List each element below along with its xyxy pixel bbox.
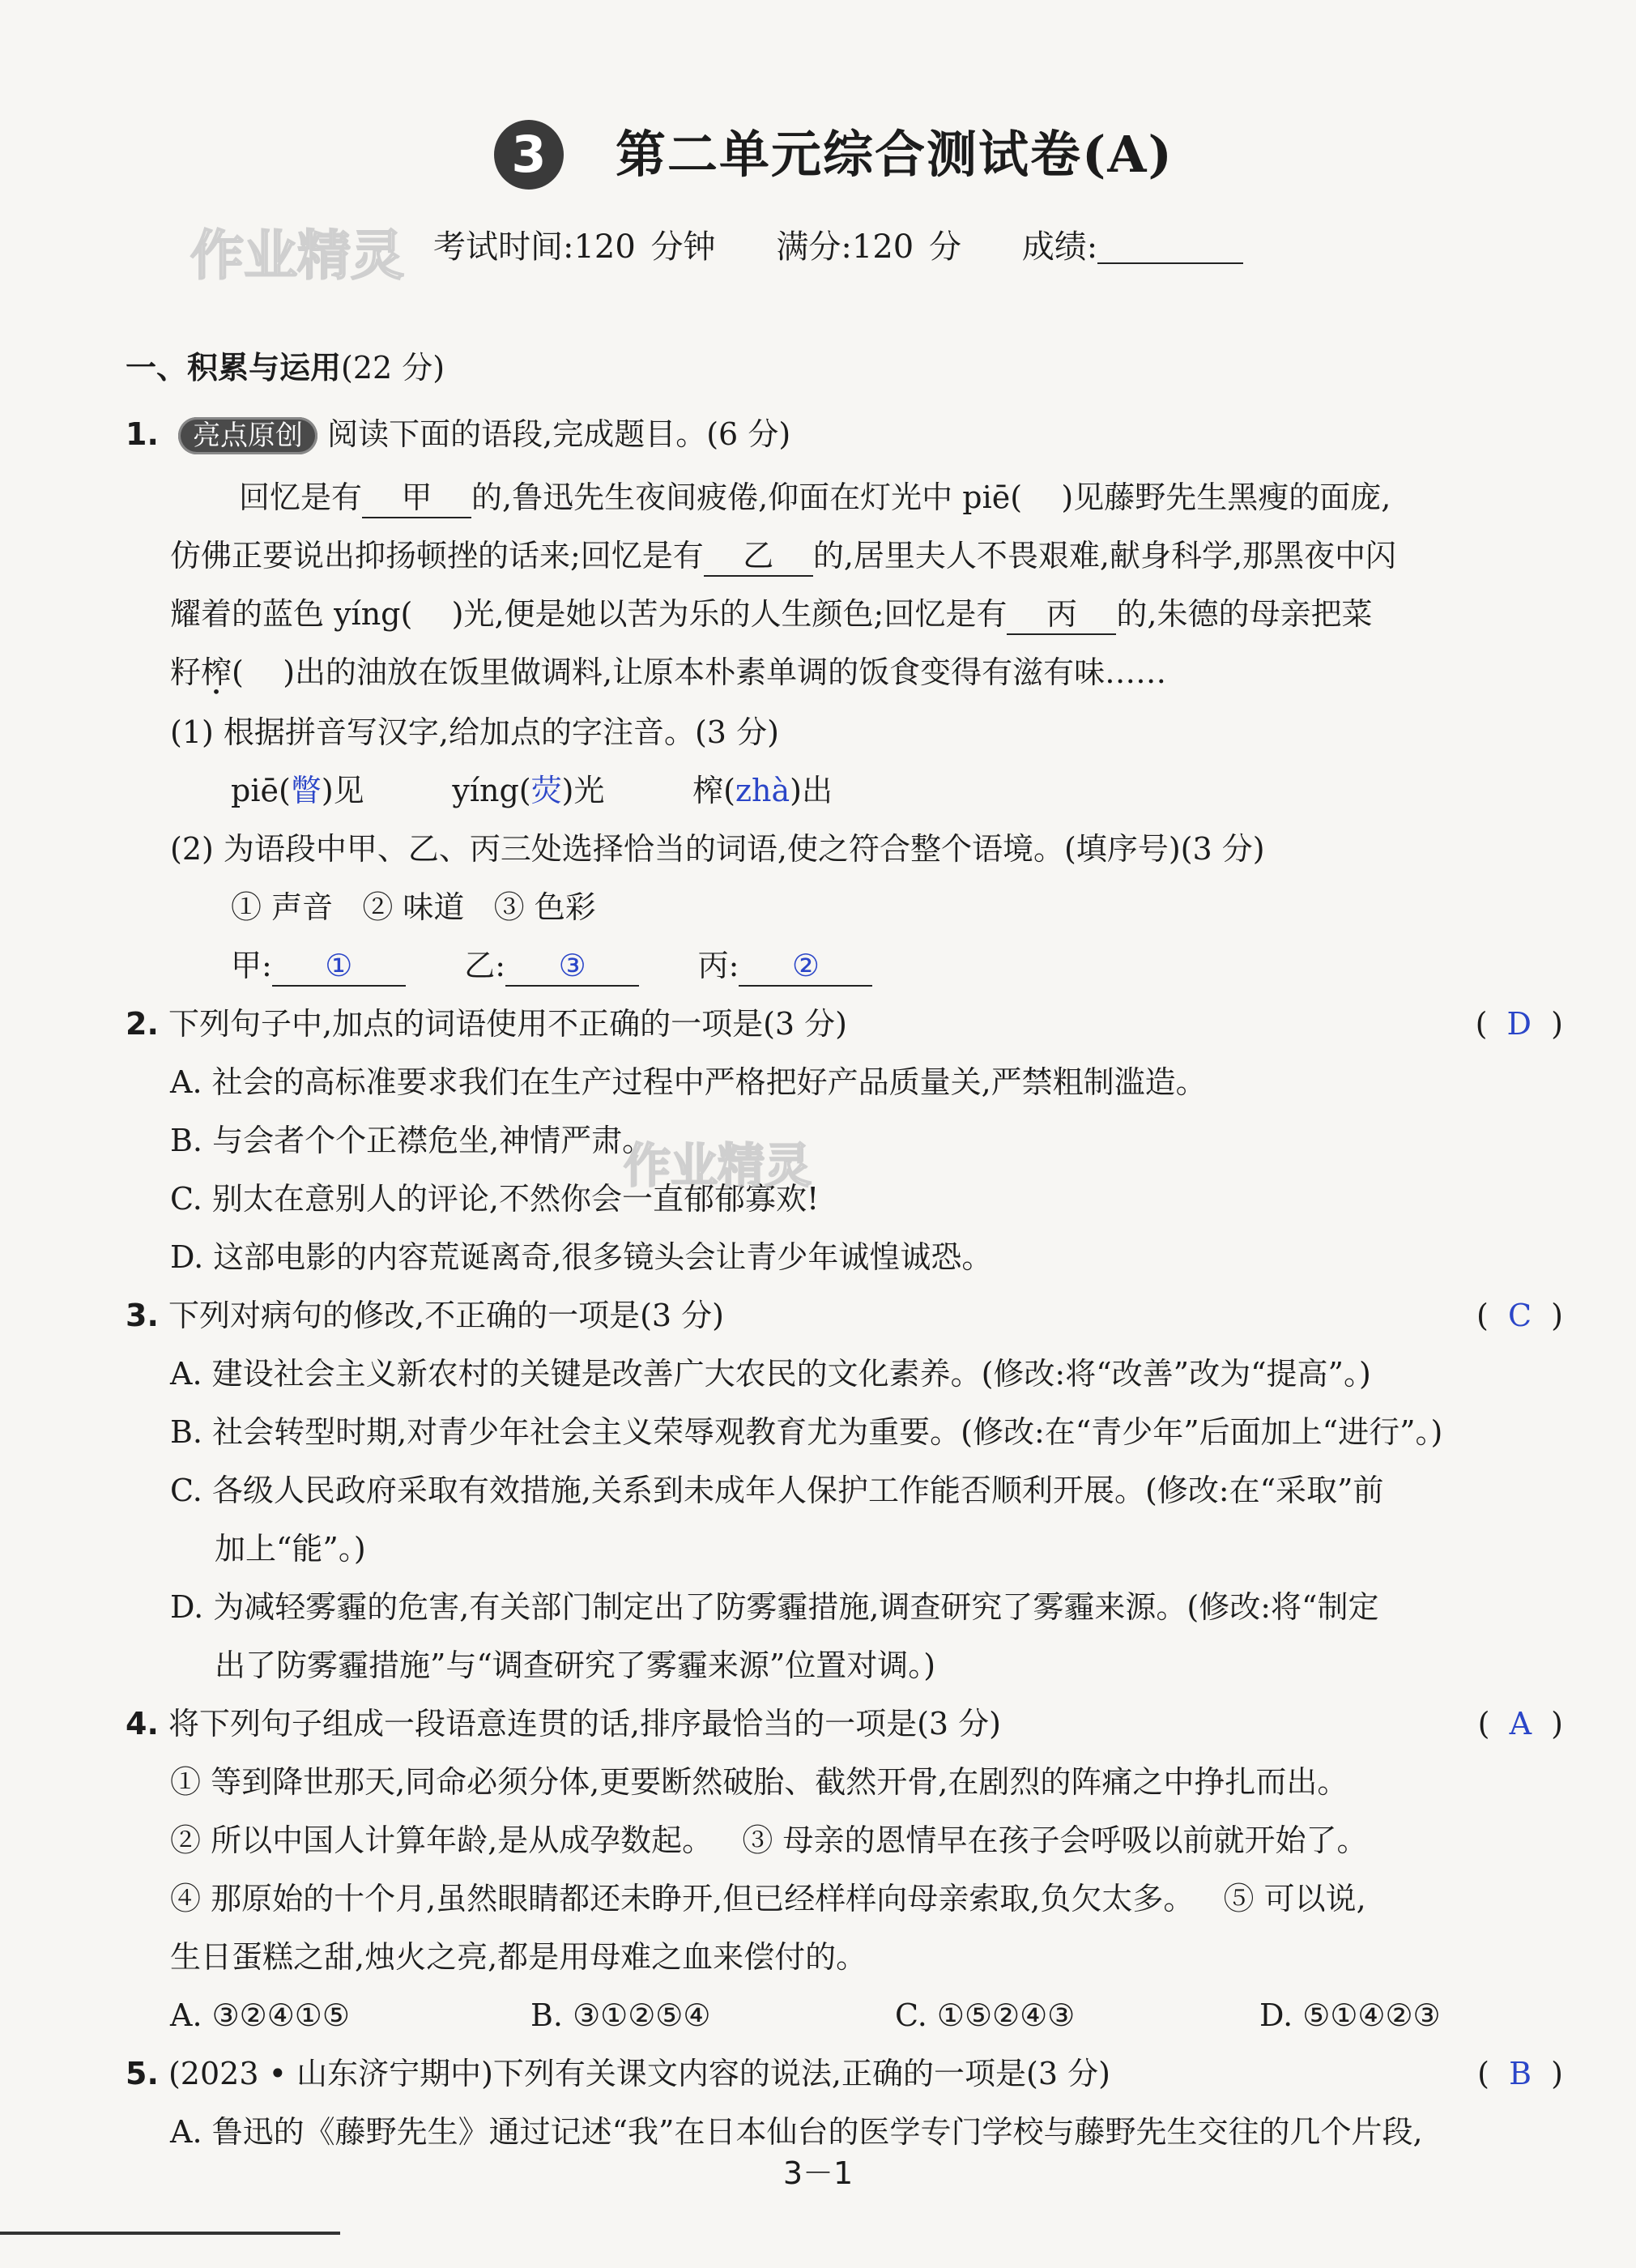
page-title: 第二单元综合测试卷(A) bbox=[616, 125, 1174, 184]
sub-question-2: (2) 为语段中甲、乙、丙三处选择恰当的词语,使之符合整个语境。(填序号)(3 分) bbox=[170, 831, 1265, 867]
passage-text: )光,便是她以苦为乐的人生颜色;回忆是有 bbox=[451, 596, 1008, 632]
answer-bracket: ( B ) bbox=[1477, 2056, 1563, 2091]
question-text: 阅读下面的语段,完成题目。(6 分) bbox=[327, 416, 791, 452]
question-4-stem bbox=[126, 1704, 1001, 1743]
answer-bracket: ( D ) bbox=[1475, 1006, 1563, 1042]
question-number: 5. bbox=[126, 2056, 159, 2091]
question-number: 2. bbox=[126, 1006, 159, 1042]
option-d: D. 为减轻雾霾的危害,有关部门制定出了防雾霾措施,调查研究了雾霾来源。(修改:将“制定 bbox=[170, 1589, 1379, 1625]
passage-text: )见藤野先生黑瘦的面庞, bbox=[1061, 480, 1391, 515]
question-5-stem bbox=[126, 2054, 1110, 2093]
answer-choice: D bbox=[1506, 1006, 1532, 1042]
answer-ying: 荧 bbox=[530, 773, 562, 808]
answer-label: )光 bbox=[561, 773, 605, 808]
footer-divider bbox=[0, 2232, 340, 2235]
blank-yi: 乙 bbox=[704, 536, 813, 577]
question-text: (2023 • 山东济宁期中)下列有关课文内容的说法,正确的一项是(3 分) bbox=[168, 2056, 1110, 2091]
blank-jia: 甲 bbox=[362, 478, 471, 518]
answer-bing: ② bbox=[739, 946, 872, 987]
option-a: A. 建设社会主义新农村的关键是改善广大农民的文化素养。(修改:将“改善”改为“提高”。) bbox=[170, 1356, 1371, 1392]
answer-bracket: ( C ) bbox=[1476, 1298, 1563, 1333]
dotted-char: 榨 bbox=[201, 654, 232, 690]
passage-text: 的,鲁迅先生夜间疲倦,仰面在灯光中 piē( bbox=[471, 480, 1023, 515]
passage-text: 籽 bbox=[170, 654, 202, 690]
passage-line-4 bbox=[170, 653, 1166, 692]
answer-label: 榨( bbox=[692, 773, 735, 808]
blank-label: 丙: bbox=[697, 948, 739, 983]
option-a: A. 社会的高标准要求我们在生产过程中严格把好产品质量关,严禁粗制滥造。 bbox=[170, 1064, 1207, 1100]
answer-choice: B bbox=[1509, 2056, 1532, 2091]
option-a: A. ③②④①⑤ bbox=[170, 1997, 350, 2033]
answer-label: )见 bbox=[321, 773, 364, 808]
passage-line-1 bbox=[239, 478, 1391, 518]
sentence-2-3: ② 所以中国人计算年龄,是从成孕数起。 ③ 母亲的恩情早在孩子会呼吸以前就开始了。 bbox=[170, 1823, 1368, 1858]
question-text: 将下列句子组成一段语意连贯的话,排序最恰当的一项是(3 分) bbox=[168, 1706, 1001, 1742]
section-points: (22 分) bbox=[341, 350, 445, 386]
passage-line-3 bbox=[170, 595, 1372, 635]
sub-question-1-answers bbox=[231, 771, 833, 810]
sentence-4-5: ④ 那原始的十个月,虽然眼睛都还未睁开,但已经样样向母亲索取,负欠太多。 ⑤ 可以说, bbox=[170, 1881, 1366, 1916]
option-c: C. 别太在意别人的评论,不然你会一直郁郁寡欢! bbox=[170, 1181, 820, 1217]
question-number: 4. bbox=[126, 1706, 159, 1742]
page-number: 3－1 bbox=[782, 2155, 854, 2191]
option-b: B. 与会者个个正襟危坐,神情严肃。 bbox=[170, 1123, 654, 1158]
option-d: D. 这部电影的内容荒诞离奇,很多镜头会让青少年诚惶诚恐。 bbox=[170, 1239, 993, 1275]
option-b: B. ③①②⑤④ bbox=[530, 1997, 711, 2033]
question-3-stem bbox=[126, 1296, 724, 1335]
answer-label: )出 bbox=[790, 773, 833, 808]
test-number-badge: 3 bbox=[494, 120, 564, 190]
question-number: 1. bbox=[126, 416, 159, 452]
option-a: A. 鲁迅的《藤野先生》通过记述“我”在日本仙台的医学专门学校与藤野先生交往的几个片段, bbox=[170, 2114, 1423, 2150]
blank-label: 甲: bbox=[231, 948, 272, 983]
watermark-logo: 作业精灵 bbox=[190, 224, 404, 287]
answer-label: piē( bbox=[231, 773, 291, 808]
question-2-stem bbox=[126, 1004, 847, 1043]
watermark-logo-center: 作业精灵 bbox=[624, 1138, 812, 1193]
passage-text: ( bbox=[232, 654, 244, 690]
passage-text: )出的油放在饭里做调料,让原本朴素单调的饭食变得有滋有味…… bbox=[283, 654, 1167, 690]
header bbox=[0, 113, 1636, 202]
sentence-5-cont: 生日蛋糕之甜,烛火之亮,都是用母难之血来偿付的。 bbox=[170, 1939, 867, 1975]
section-title: 一、积累与运用 bbox=[126, 350, 342, 386]
word-options: ① 声音 ② 味道 ③ 色彩 bbox=[231, 889, 596, 925]
question-1-stem bbox=[126, 415, 790, 454]
passage-text: 的,居里夫人不畏艰难,献身科学,那黑夜中闪 bbox=[812, 538, 1397, 573]
score-blank[interactable] bbox=[1097, 262, 1243, 264]
option-c: C. ①⑤②④③ bbox=[895, 1997, 1076, 2033]
passage-text: 耀着的蓝色 yíng( bbox=[170, 596, 413, 632]
score-label: 成绩: bbox=[1021, 228, 1098, 266]
question-text: 下列对病句的修改,不正确的一项是(3 分) bbox=[168, 1298, 724, 1333]
sub-question-2-answers bbox=[231, 946, 872, 987]
full-score: 满分:120 分 bbox=[776, 228, 961, 266]
section-heading bbox=[126, 348, 445, 387]
answer-bracket: ( A ) bbox=[1477, 1706, 1563, 1742]
answer-choice: A bbox=[1509, 1706, 1532, 1742]
sentence-1: ① 等到降世那天,同命必须分体,更要断然破胎、截然开骨,在剧烈的阵痛之中挣扎而出。 bbox=[170, 1764, 1348, 1800]
answer-pie: 瞥 bbox=[290, 773, 322, 808]
exam-meta bbox=[433, 223, 1243, 271]
exam-time: 考试时间:120 分钟 bbox=[433, 228, 716, 266]
passage-text: 仿佛正要说出抑扬顿挫的话来;回忆是有 bbox=[170, 538, 704, 573]
answer-choice: C bbox=[1507, 1298, 1532, 1333]
blank-bing: 丙 bbox=[1007, 595, 1116, 635]
passage-text: 的,朱德的母亲把菜 bbox=[1116, 596, 1373, 632]
blank-label: 乙: bbox=[464, 948, 506, 983]
answer-jia: ① bbox=[272, 946, 406, 987]
option-d: D. ⑤①④②③ bbox=[1259, 1997, 1441, 2033]
option-d-cont: 出了防雾霾措施”与“调查研究了雾霾来源”位置对调。) bbox=[215, 1648, 936, 1683]
passage-text: 回忆是有 bbox=[239, 480, 363, 515]
sub-question-1: (1) 根据拼音写汉字,给加点的字注音。(3 分) bbox=[170, 714, 779, 750]
answer-label: yíng( bbox=[452, 773, 531, 808]
question-number: 3. bbox=[126, 1298, 159, 1333]
option-c: C. 各级人民政府采取有效措施,关系到未成年人保护工作能否顺利开展。(修改:在“采取”前 bbox=[170, 1473, 1384, 1508]
original-badge: 亮点原创 bbox=[178, 417, 317, 454]
passage-line-2 bbox=[170, 536, 1396, 577]
option-b: B. 社会转型时期,对青少年社会主义荣辱观教育尤为重要。(修改:在“青少年”后面加上“进行”。) bbox=[170, 1414, 1443, 1450]
option-c-cont: 加上“能”。) bbox=[215, 1531, 366, 1567]
question-text: 下列句子中,加点的词语使用不正确的一项是(3 分) bbox=[168, 1006, 847, 1042]
answer-yi: ③ bbox=[505, 946, 639, 987]
answer-zha: zhà bbox=[735, 773, 790, 808]
